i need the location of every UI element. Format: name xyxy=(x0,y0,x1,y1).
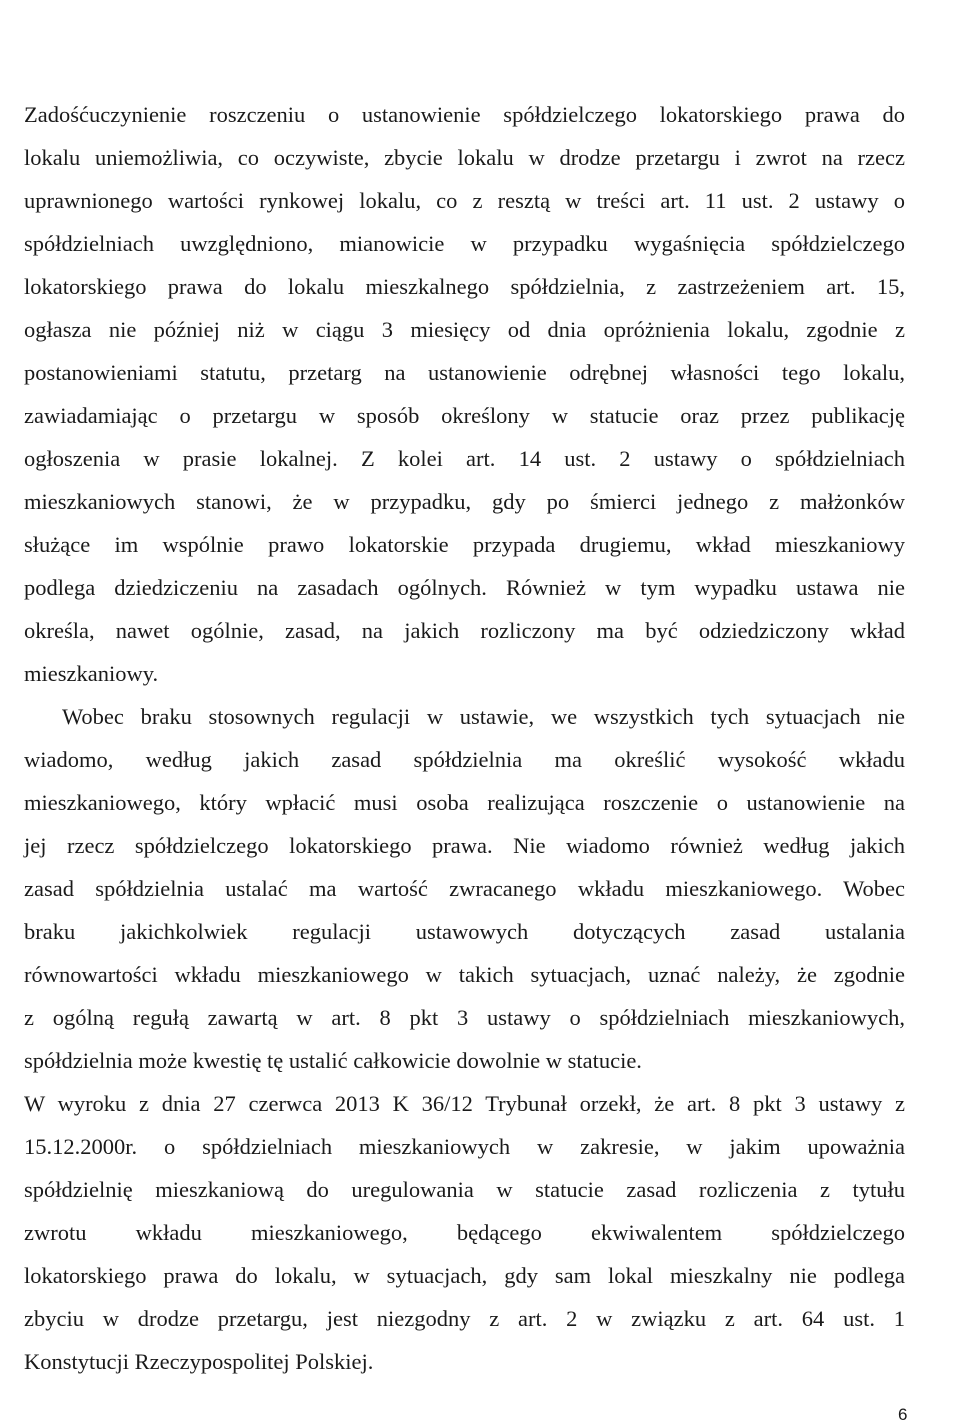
text-line: Zadośćuczynienie roszczeniu o ustanowienie spółdzielczego lokatorskiego prawa do xyxy=(24,102,905,127)
text-line: Konstytucji Rzeczypospolitej Polskiej. xyxy=(24,1349,374,1374)
text-line: służące im wspólnie prawo lokatorskie przypada drugiemu, wkład mieszkaniowy xyxy=(24,532,905,557)
text-line: spółdzielnia może kwestię tę ustalić całkowicie dowolnie w statucie. xyxy=(24,1048,642,1073)
text-line: wiadomo, według jakich zasad spółdzielnia ma określić wysokość wkładu xyxy=(24,747,905,772)
text-line: braku jakichkolwiek regulacji ustawowych dotyczących zasad ustalania xyxy=(24,919,905,944)
text-line: spółdzielnię mieszkaniową do uregulowania w statucie zasad rozliczenia z tytułu xyxy=(24,1177,905,1202)
text-line: ogłasza nie później niż w ciągu 3 miesięcy od dnia opróżnienia lokalu, zgodnie z xyxy=(24,317,905,342)
text-line: mieszkaniowego, który wpłacić musi osoba realizująca roszczenie o ustanowienie na xyxy=(24,790,905,815)
text-line: lokatorskiego prawa do lokalu, w sytuacjach, gdy sam lokal mieszkalny nie podlega xyxy=(24,1263,905,1288)
text-line: uprawnionego wartości rynkowej lokalu, co z resztą w treści art. 11 ust. 2 ustawy o xyxy=(24,188,905,213)
text-line: zbyciu w drodze przetargu, jest niezgodny z art. 2 w związku z art. 64 ust. 1 xyxy=(24,1306,905,1331)
text-line: zawiadamiając o przetargu w sposób określony w statucie oraz przez publikację xyxy=(24,403,905,428)
text-line: mieszkaniowy. xyxy=(24,661,159,686)
text-line: równowartości wkładu mieszkaniowego w takich sytuacjach, uznać należy, że zgodnie xyxy=(24,962,905,987)
text-line: lokalu uniemożliwia, co oczywiste, zbycie lokalu w drodze przetargu i zwrot na rzecz xyxy=(24,145,905,170)
page-number: 6 xyxy=(898,1405,908,1424)
text-line: podlega dziedziczeniu na zasadach ogólnych. Również w tym wypadku ustawa nie xyxy=(24,575,905,600)
text-line: Wobec braku stosownych regulacji w ustawie, we wszystkich tych sytuacjach nie xyxy=(62,704,905,729)
text-line: lokatorskiego prawa do lokalu mieszkalnego spółdzielnia, z zastrzeżeniem art. 15, xyxy=(24,274,905,299)
text-line: spółdzielniach uwzględniono, mianowicie w przypadku wygaśnięcia spółdzielczego xyxy=(24,231,905,256)
text-line: W wyroku z dnia 27 czerwca 2013 K 36/12 Trybunał orzekł, że art. 8 pkt 3 ustawy z xyxy=(24,1091,905,1116)
text-line: jej rzecz spółdzielczego lokatorskiego prawa. Nie wiadomo również według jakich xyxy=(24,833,905,858)
text-line: mieszkaniowych stanowi, że w przypadku, gdy po śmierci jednego z małżonków xyxy=(24,489,905,514)
text-line: zasad spółdzielnia ustalać ma wartość zwracanego wkładu mieszkaniowego. Wobec xyxy=(24,876,905,901)
text-line: postanowieniami statutu, przetarg na ustanowienie odrębnej własności tego lokalu, xyxy=(24,360,905,385)
text-line: zwrotu wkładu mieszkaniowego, będącego ekwiwalentem spółdzielczego xyxy=(24,1220,905,1245)
text-line: określa, nawet ogólnie, zasad, na jakich rozliczony ma być odziedziczony wkład xyxy=(24,618,905,643)
text-line: 15.12.2000r. o spółdzielniach mieszkaniowych w zakresie, w jakim upoważnia xyxy=(24,1134,905,1159)
text-line: ogłoszenia w prasie lokalnej. Z kolei art. 14 ust. 2 ustawy o spółdzielniach xyxy=(24,446,905,471)
text-line: z ogólną regułą zawartą w art. 8 pkt 3 ustawy o spółdzielniach mieszkaniowych, xyxy=(24,1005,905,1030)
